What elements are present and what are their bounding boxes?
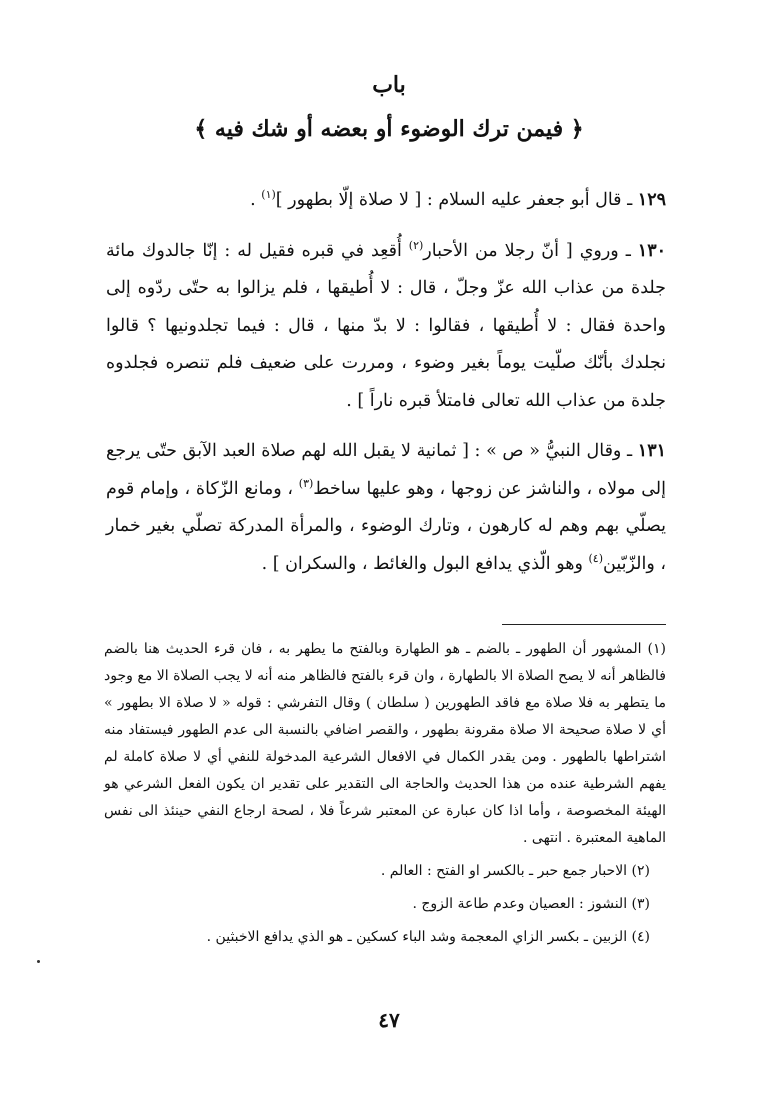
- hadith-text-end: أُقعِد في قبره فقيل له : إنّا جالدوك مائة جلدة من عذاب الله عزّ وجلّ ، قال : لا أُطيقها ، فلم يزالوا به حتّى ردّوه إلى واحدة فقال : لا أُطيقها ، فقالوا : لا بدّ منها ، قال : فيما تجلدونيها ؟ قالوا نجلدك بأنّك صلّيت يوماً بغير وضوء ، ومررت على ضعيف فلم تنصره فجلدوه جلدة من عذاب الله تعالى فامتلأ قبره ناراً ] .: [106, 240, 666, 411]
- footnote-2: (٢) الاحبار جمع حبر ـ بالكسر او الفتح : العالم .: [380, 863, 650, 879]
- footnote-3: (٣) النشوز : العصيان وعدم طاعة الزوج .: [412, 896, 650, 912]
- hadith-131: [106, 433, 666, 583]
- chapter-label: باب: [372, 72, 406, 98]
- hadith-text-middle: ، ومانع الزّكاة ، وإمام قوم يصلّي بهم وهم له كارهون ، وتارك الوضوء ، والمرأة المدركة تصلّي بغير خمار ، والزّبّين: [106, 478, 666, 574]
- hadith-body: [106, 182, 666, 596]
- footnote-1: (١) المشهور أن الطهور ـ بالضم ـ هو الطهارة وبالفتح ما يطهر به ، فان قرء الحديث هنا بالضم فالظاهر أنه لا يصح الصلاة الا بالطهارة ، وان قرء بالفتح فالظاهر منه أنه لا يجب الصلاة الا مع وجود ما يتطهر به فلا صلاة مع فاقد الطهورين ( سلطان ) وقال التفرشي : قوله « لا صلاة الا بطهور » أي لا صلاة صحيحة الا صلاة مقرونة بطهور ، والقصر اضافي بالنسبة الى عدم الطهور فيستفاد منه اشتراطها بالطهور . ومن يقدر الكمال في الافعال الشرعية المدخولة للنفي أي لا صلاة كاملة لم يفهم الشرطية عنده من هذا الحديث والحاجة الى التقدير على تقدير ان يكون الفعل الشرعي هو الهيئة المخصوصة ، وأما اذا كان عبارة عن المعتبر شرعاً فلا ، لصحة ارجاع النفي حينئذ الى نفس الماهية المعتبرة . انتهى .: [104, 641, 666, 846]
- footnote-ref: (١): [261, 188, 276, 202]
- hadith-number: ١٣١: [637, 441, 666, 461]
- footnote-4: (٤) الزبين ـ بكسر الزاي المعجمة وشد الباء كسكين ـ هو الذي يدافع الاخبثين .: [206, 929, 650, 945]
- hadith-130: [106, 233, 666, 421]
- page-number: ٤٧: [378, 1008, 400, 1032]
- footnote-ref: (٤): [588, 551, 603, 565]
- ink-speck: [37, 960, 40, 963]
- hadith-number: ١٢٩: [637, 190, 666, 210]
- footnote-ref: (٣): [298, 476, 314, 490]
- hadith-text: ـ قال أبو جعفر عليه السلام : [ لا صلاة إلّا بطهور ]: [275, 190, 638, 210]
- chapter-title: ﴿ فيمن ترك الوضوء أو بعضه أو شك فيه ﴾: [194, 116, 584, 142]
- hadith-129: [106, 182, 666, 220]
- hadith-number: ١٣٠: [637, 240, 666, 261]
- hadith-text-end: وهو الّذي يدافع البول والغائط ، والسكران ] .: [261, 553, 589, 574]
- footnotes: [104, 636, 666, 957]
- footnote-divider: [502, 624, 666, 625]
- hadith-text: ـ وقال النبيُّ « ص » : [ ثمانية لا يقبل الله لهم صلاة العبد الآبق حتّى يرجع إلى مولاه ، والناشز عن زوجها ، وهو عليها ساخط: [106, 441, 666, 499]
- footnote-ref: (٢): [408, 238, 424, 252]
- hadith-text: ـ وروي [ أنّ رجلا من الأحبار: [423, 240, 638, 261]
- hadith-text-end: .: [250, 190, 262, 210]
